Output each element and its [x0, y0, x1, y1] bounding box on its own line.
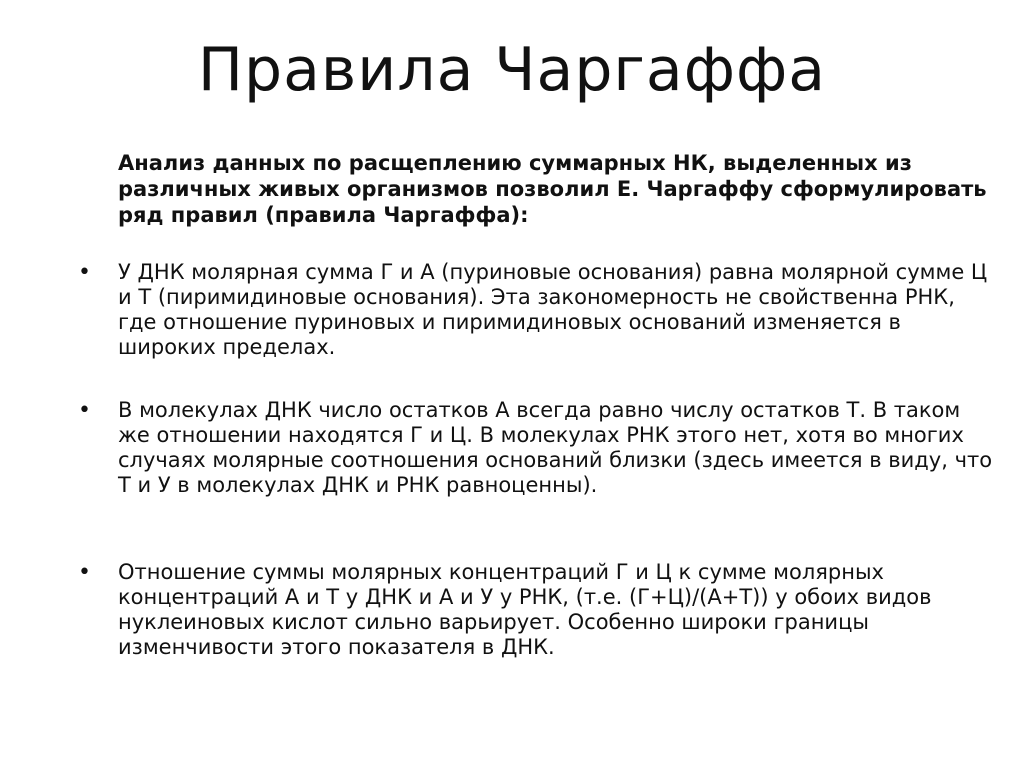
- bullet-dot-icon: •: [78, 260, 91, 285]
- slide-title: Правила Чаргаффа: [197, 35, 827, 105]
- bullet-text: В молекулах ДНК число остатков А всегда равно числу остатков Т. В таком же отношении находятся Г и Ц. В молекулах РНК этого нет, хотя во многих случаях молярные соотношения оснований близки (здесь имеется в виду, что Т и У в молекулах ДНК и РНК равноценны).: [118, 398, 993, 497]
- bullet-text: У ДНК молярная сумма Г и А (пуриновые основания) равна молярной сумме Ц и Т (пиримидиновые основания). Эта закономерность не свойственна РНК, где отношение пуриновых и пиримидиновых оснований изменяется в широких пределах.: [118, 260, 988, 359]
- bullet-dot-icon: •: [78, 560, 91, 585]
- bullet-text: Отношение суммы молярных концентраций Г и Ц к сумме молярных концентраций А и Т у ДНК и А и У у РНК, (т.е. (Г+Ц)/(А+Т)) у обоих видов нуклеиновых кислот сильно варьирует. Особенно широки границы изменчивости этого показателя в ДНК.: [118, 560, 932, 659]
- bullet-dot-icon: •: [78, 398, 91, 423]
- intro-paragraph: Анализ данных по расщеплению суммарных НК, выделенных из различных живых организмов позволил Е. Чаргаффу сформулировать ряд правил (правила Чаргаффа):: [118, 151, 987, 227]
